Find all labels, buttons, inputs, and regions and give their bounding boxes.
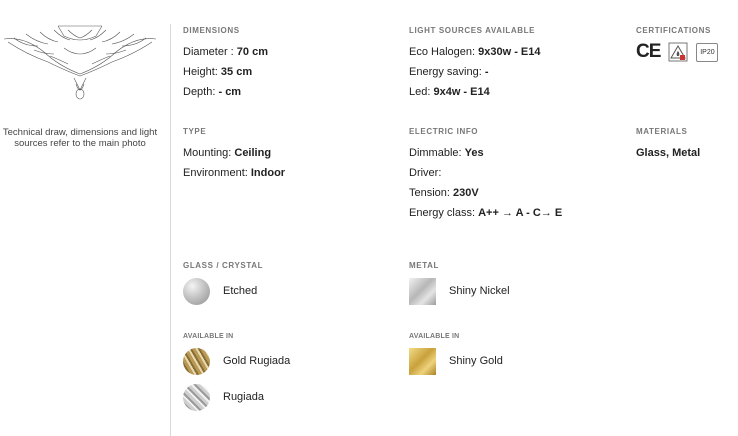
electric-info-heading: ELECTRIC INFO [409, 127, 479, 136]
shiny-gold-swatch [409, 348, 436, 375]
metal-option-label: Shiny Gold [449, 355, 503, 367]
ip20-icon: IP20 [696, 43, 718, 62]
glass-current-finish[interactable] [183, 277, 263, 305]
diameter-row: Diameter : 70 cm [183, 46, 268, 58]
glass-available-section [183, 333, 290, 419]
metal-current-label: Shiny Nickel [449, 285, 510, 297]
eco-halogen-row: Eco Halogen: 9x30w - E14 [409, 46, 541, 58]
materials-section [636, 127, 700, 163]
metal-section [409, 261, 510, 313]
drawing-caption: Technical draw, dimensions and light sources refer to the main photo [2, 127, 158, 149]
certifications-heading: CERTIFICATIONS [636, 26, 711, 35]
certifications-section [636, 26, 718, 62]
metal-option-shiny-gold[interactable] [409, 347, 503, 375]
product-drawing-panel [0, 0, 170, 436]
driver-row: Driver: [409, 167, 442, 179]
metal-heading: METAL [409, 261, 439, 270]
metal-available-section [409, 333, 503, 383]
energy-saving-row: Energy saving: - [409, 66, 489, 78]
glass-option-gold-rugiada[interactable] [183, 347, 290, 375]
ce-mark-icon: CE [636, 41, 661, 62]
metal-available-heading: AVAILABLE IN [409, 333, 460, 340]
glass-option-label: Rugiada [223, 391, 264, 403]
rugiada-swatch [183, 384, 210, 411]
metal-current-finish[interactable] [409, 277, 510, 305]
technical-drawing-image [4, 24, 156, 104]
mounting-row: Mounting: Ceiling [183, 147, 272, 159]
etched-swatch [183, 278, 210, 305]
type-heading: TYPE [183, 127, 207, 136]
dimensions-heading: DIMENSIONS [183, 26, 240, 35]
dimensions-section [183, 26, 268, 102]
glass-option-label: Gold Rugiada [223, 355, 291, 367]
energy-class-row: Energy class: A++ → A - C→ E [409, 207, 563, 219]
glass-heading: GLASS / CRYSTAL [183, 261, 264, 270]
shiny-nickel-swatch [409, 278, 436, 305]
flammable-surface-icon [668, 42, 688, 62]
glass-available-heading: AVAILABLE IN [183, 333, 234, 340]
depth-row: Depth: - cm [183, 86, 242, 98]
glass-section [183, 261, 263, 313]
materials-value: Glass, Metal [636, 147, 701, 159]
column-divider [170, 24, 171, 436]
type-section [183, 127, 285, 183]
light-sources-heading: LIGHT SOURCES AVAILABLE [409, 26, 536, 35]
led-row: Led: 9x4w - E14 [409, 86, 490, 98]
glass-option-rugiada[interactable] [183, 383, 290, 411]
height-row: Height: 35 cm [183, 66, 253, 78]
light-sources-section [409, 26, 540, 102]
environment-row: Environment: Indoor [183, 167, 286, 179]
glass-current-label: Etched [223, 285, 258, 297]
materials-heading: MATERIALS [636, 127, 688, 136]
gold-rugiada-swatch [183, 348, 210, 375]
dimmable-row: Dimmable: Yes [409, 147, 484, 159]
electric-info-section [409, 127, 562, 223]
tension-row: Tension: 230V [409, 187, 479, 199]
